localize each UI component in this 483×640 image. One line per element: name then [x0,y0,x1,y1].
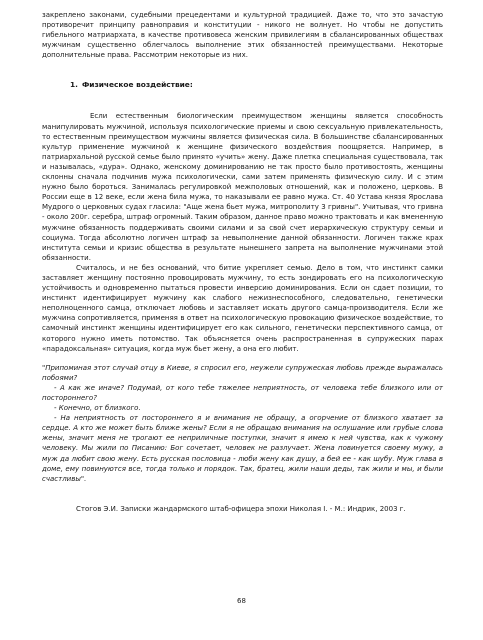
page-number: 68 [237,597,246,605]
section-number: 1. [70,80,78,90]
source-citation: Стогов Э.И. Записки жандармского штаб-офицера эпохи Николая I. - М.: Индрик, 2003 г. [76,504,406,513]
intro-paragraph: закреплено законами, судебными прецедентами и культурной традицией. Даже то, что это зачастую противоречит принципу равноправия и конституции - никого не волнует. Но чтобы не допустить гибельного матриархата, в качестве противовеса женским привилегиям в сбалансированных обществах мужчинам существенно облегчалось выполнение этих обязанностей преимуществами. Некоторые дополнительные права. Рассмотрим некоторые из них. [42,11,443,60]
quote-line-1: "Припоминая этот случай отцу в Киеве, я спросил его, неужели супружеская любовь прежде выражалась побоями? [42,363,443,382]
quote-line-2: - А как же иначе? Подумай, от кого тебе тяжелее неприятность, от человека тебе близкого или от постороннего? [42,383,443,402]
body-paragraph-2: Считалось, и не без оснований, что битие укрепляет семью. Дело в том, что инстинкт самки заставляет женщину постоянно провоцировать мужчину, то есть зондировать его на психологическую устойчивость и одновременно пытаться провести инверсию доминирования. Если он сдает позиции, то инстинкт идентифицирует мужчину как слабого нежизнеспособного, следовательно, генетически неполноценного самца, отключает любовь и заставляет искать другого самца-производителя. Если же мужчина сопротивляется, применяя в ответ на психологическую провокацию физическое воздействие, то самочный инстинкт женщины идентифицирует его как сильного, генетически перспективного самца, от которого нужно иметь потомство. Так объясняется очень распространенная в супружеских парах «парадоксальная» ситуация, когда муж бьет жену, а она его любит. [42,263,443,353]
quote-line-4: - На неприятность от постороннего я и внимания не обращу, а огорчение от близкого хватает за сердце. А кто же может быть ближе жены? Если я не обращаю внимания на ослушание или грубые слова жены, значит меня не трогают ее неприличные поступки, значит я имею к ней чувства, как к чужому человеку. Мы жили по Писанию: Бог сочетает, человек не разлучает. Жена повинуется своему мужу, а муж да любит свою жену. Есть русская пословица - люби жену как душу, а бей ее - как шубу. Муж глава в доме, ему повинуются все, тогда только и порядок. Так, братец, жили наши деды, так жили и мы, и были счастливы". [42,414,443,483]
section-title: Физическое воздействие: [81,80,193,90]
quote-line-3: - Конечно, от близкого. [54,404,141,413]
quote-block [42,363,443,484]
body-paragraph-1: Если естественным биологическим преимуществом женщины является способность манипулировать мужчиной, используя психологические приемы и свою сексуальную привлекательность, то естественным преимуществом мужчины является физическая сила. В большинстве сбалансированных культур применение мужчиной к женщине физического воздействия поощряется. Например, в патриархальной русской семье было принято «учить» жену. Даже плетка специальная существовала, так и называлась, «дура». Однако, женскому доминированию не так просто было противостоять, женщины склонны сначала подчинив мужа психологически, сами затем применять физическую силу. И с этим нужно было бороться. Занималась регулировкой межполовых отношений, как и положено, церковь. В России еще в 12 веке, если жена била мужа, то наказывали ее равно мужа. Ст. 40 Устава князя Ярослава Мудрого о церковных судах гласила: "Аще жена бьет мужа, митрополиту 3 гривны". Учитывая, что гривна - около 200г. серебра, штраф огромный. Таким образом, данное право можно трактовать и как вмененную мужчине обязанность поддерживать своими силами и за свой счет иерархическую структуру семьи и социума. Тогда абсолютно логичен штраф за невыполнение данной обязанности. Логичен также крах института семьи и кризис общества в результате нынешнего запрета на выполнение мужчинами этой обязанности. [42,112,443,262]
section-heading [70,80,443,89]
